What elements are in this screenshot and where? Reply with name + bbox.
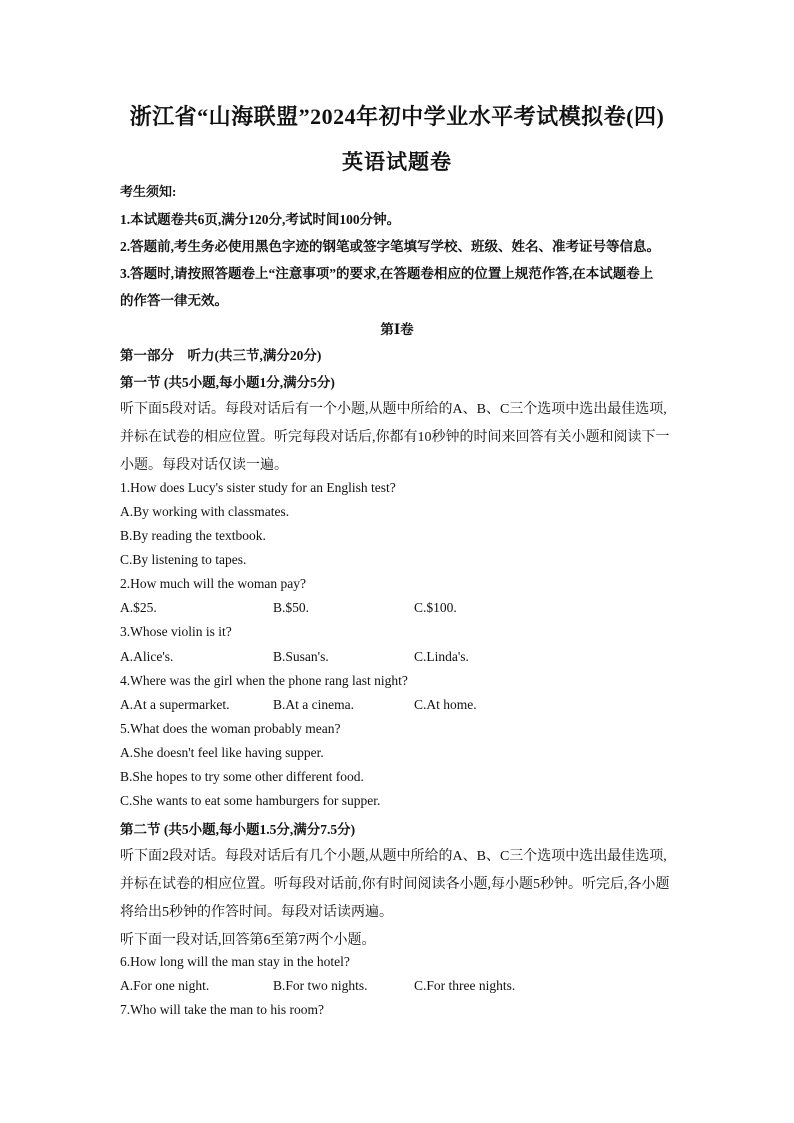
- q4-option-b: B.At a cinema.: [273, 697, 354, 712]
- q5-option-b: B.She hopes to try some other different food.: [120, 769, 364, 784]
- section1-instruction-3: 小题。每段对话仅读一遍。: [120, 458, 288, 473]
- q2-option-c: C.$100.: [414, 600, 457, 615]
- q1-option-a: A.By working with classmates.: [120, 504, 290, 519]
- q5-option-a: A.She doesn't feel like having supper.: [120, 745, 324, 760]
- q3-option-a: A.Alice's.: [120, 649, 174, 664]
- section2-heading: 第二节 (共5小题,每小题1.5分,满分7.5分): [120, 822, 356, 837]
- q3-option-c: C.Linda's.: [414, 649, 469, 664]
- q3-option-b: B.Susan's.: [273, 649, 329, 664]
- notice-item-3-cont: 的作答一律无效。: [120, 293, 228, 308]
- q1-option-c: C.By listening to tapes.: [120, 552, 247, 567]
- dialogue-intro: 听下面一段对话,回答第6至第7两个小题。: [120, 933, 376, 948]
- volume-label: 第Ⅰ卷: [380, 322, 414, 337]
- q1-option-b: B.By reading the textbook.: [120, 528, 266, 543]
- part1-heading: 第一部分 听力(共三节,满分20分): [120, 348, 322, 363]
- q6-option-a: A.For one night.: [120, 978, 210, 993]
- exam-title: 浙江省“山海联盟”2024年初中学业水平考试模拟卷(四): [129, 104, 665, 129]
- q5-stem: 5.What does the woman probably mean?: [120, 721, 341, 736]
- q4-option-c: C.At home.: [414, 697, 477, 712]
- q2-stem: 2.How much will the woman pay?: [120, 576, 306, 591]
- notice-item-2: 2.答题前,考生务必使用黑色字迹的钢笔或签字笔填写学校、班级、姓名、准考证号等信息。: [120, 239, 660, 254]
- exam-subtitle: 英语试题卷: [342, 150, 452, 174]
- q5-option-c: C.She wants to eat some hamburgers for supper.: [120, 793, 381, 808]
- q2-option-a: A.$25.: [120, 600, 157, 615]
- q6-option-b: B.For two nights.: [273, 978, 368, 993]
- section1-heading: 第一节 (共5小题,每小题1分,满分5分): [120, 375, 335, 390]
- q7-stem: 7.Who will take the man to his room?: [120, 1002, 324, 1017]
- q3-stem: 3.Whose violin is it?: [120, 624, 232, 639]
- q4-option-a: A.At a supermarket.: [120, 697, 230, 712]
- section2-instruction-1: 听下面2段对话。每段对话后有几个小题,从题中所给的A、B、C三个选项中选出最佳选项,: [120, 849, 667, 864]
- section2-instruction-2: 并标在试卷的相应位置。听每段对话前,你有时间阅读各小题,每小题5秒钟。听完后,各小题: [120, 877, 670, 892]
- section1-instruction-1: 听下面5段对话。每段对话后有一个小题,从题中所给的A、B、C三个选项中选出最佳选项,: [120, 402, 667, 417]
- notice-heading: 考生须知:: [120, 184, 177, 199]
- q4-stem: 4.Where was the girl when the phone rang last night?: [120, 673, 408, 688]
- notice-item-3: 3.答题时,请按照答题卷上“注意事项”的要求,在答题卷相应的位置上规范作答,在本试题卷上: [120, 266, 654, 281]
- section1-instruction-2: 并标在试卷的相应位置。听完每段对话后,你都有10秒钟的时间来回答有关小题和阅读下一: [120, 430, 670, 445]
- notice-item-1: 1.本试题卷共6页,满分120分,考试时间100分钟。: [120, 212, 401, 227]
- q6-option-c: C.For three nights.: [414, 978, 516, 993]
- q1-stem: 1.How does Lucy's sister study for an English test?: [120, 480, 396, 495]
- q6-stem: 6.How long will the man stay in the hotel?: [120, 954, 350, 969]
- section2-instruction-3: 将给出5秒钟的作答时间。每段对话读两遍。: [120, 905, 393, 920]
- q2-option-b: B.$50.: [273, 600, 310, 615]
